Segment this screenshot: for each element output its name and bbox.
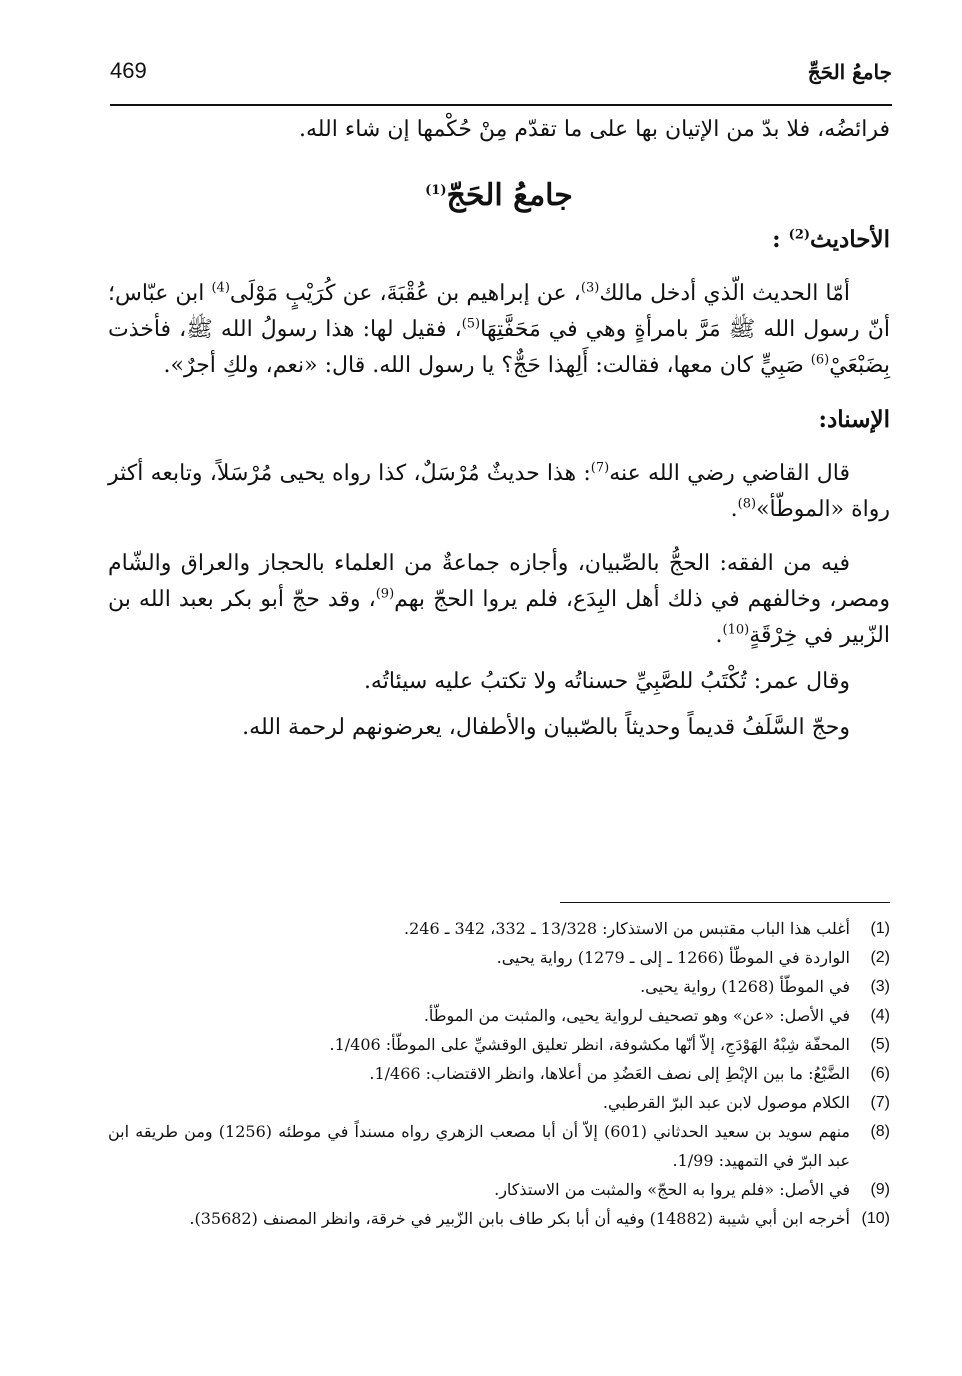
footnote-text: في الأصل: «عن» وهو تصحيف لرواية يحيى، والمثبت من الموطّأ. [423,1006,850,1025]
isnad-heading: الإسناد: [818,406,890,433]
isnad-paragraph [108,456,890,528]
text-run: ، وقد حجّ أبو بكر بعبد الله بن الزّبير في خِرْقَةٍ [108,587,890,648]
footnote-number: (4) [870,1007,890,1024]
footnote-item [108,1175,890,1204]
footnote-number: (3) [870,978,890,995]
footnote-ref: (8) [737,496,757,512]
main-text [108,112,890,746]
footnote-item [108,914,890,943]
chapter-title [108,178,890,214]
text-run: . [730,497,738,522]
footnote-number: (6) [870,1065,890,1082]
running-title: جامعُ الحَجِّ [807,60,892,84]
footnote-ref: (7) [590,460,610,476]
footnote-text: الواردة في الموطّأ (1266 ـ إلى ـ 1279) رواية يحيى. [496,948,850,967]
footnote-number: (5) [870,1036,890,1053]
text-run: ، عن إبراهيم بن عُقْبَةَ، عن كُرَيْبٍ مَوْلَى [229,281,581,306]
footnote-ref: (4) [211,280,230,296]
footnote-ref: (5) [461,316,481,332]
footnote-ref: (3) [580,280,600,296]
footnote-text: الضَّبْعُ: ما بين الإبْطِ إلى نصف العَضُدِ من أعلاها، وانظر الاقتضاب: 1/466. [369,1064,850,1083]
text-run: أمّا الحديث الّذي أدخل مالك [599,281,851,306]
text-run: ابن عبّاس؛ أنّ رسول الله ﷺ مَرَّ بامرأةٍ وهي في مَحَفَّتِهَا [108,281,890,342]
footnote-text: في الأصل: «فلم يروا به الحجّ» والمثبت من الاستذكار. [494,1180,850,1199]
footnote-ref: (2) [788,227,811,243]
footnote-text: في الموطّأ (1268) رواية يحيى. [640,977,850,996]
text-run: . [715,623,723,648]
footnote-item [108,972,890,1001]
footnote-ref: (10) [722,622,750,638]
fiqh-paragraph [108,546,890,654]
footnote-number: (10) [861,1210,890,1227]
footnote-ref: (9) [375,586,395,602]
text-run: قال القاضي رضي الله عنه [609,461,851,486]
text-run: ، فقيل لها: هذا رسولُ الله ﷺ، فأخذت بِضَبْعَيْ [108,317,890,378]
footnote-ref: (1) [425,183,447,198]
hadith-heading-text: الأحاديث [810,226,890,253]
hadith-heading [108,222,890,258]
footnote-text: الكلام موصول لابن عبد البرّ القرطبي. [602,1093,850,1112]
footnote-item [108,1059,890,1088]
page-header [110,58,892,98]
chapter-title-text: جامعُ الحَجّ [446,178,573,213]
footnote-separator [560,902,890,903]
umar-paragraph: وقال عمر: تُكْتَبُ للصَّبِيِّ حسناتُه ولا تكتبُ عليه سيئاتُه. [363,669,850,694]
footnote-item [108,1204,890,1233]
footnote-text: المحفّة شِبْهُ الهَوْدَجِ، إلاّ أنّها مكشوفة، انظر تعليق الوقشيِّ على الموطّأ: 1/406. [329,1035,850,1054]
text-run: فيه من الفقه: الحجُّ بالصِّبيان، وأجازه جماعةٌ من العلماء بالحجاز والعراق والشّام ومصر، وخالفهم في ذلك أهل البِدَع، فلم يروا الحجّ بهم [108,551,890,612]
footnotes [108,914,890,1233]
hadith-paragraph [108,276,890,384]
text-run: صَبِيٍّ كان معها، فقالت: أَلِهذا حَجٌّ؟ يا رسول الله. قال: «نعم، ولكِ أجرٌ». [163,353,811,378]
text-run: : هذا حديثٌ مُرْسَلٌ، كذا رواه يحيى مُرْسَلاً، وتابعه أكثر رواة «الموطّأ» [108,461,890,522]
continuation-paragraph: فرائضُه، فلا بدّ من الإتيان بها على ما تقدّم مِنْ حُكْمها إن شاء الله. [298,117,890,142]
footnote-item [108,943,890,972]
footnote-number: (1) [870,920,890,937]
footnote-text: أغلب هذا الباب مقتبس من الاستذكار: 13/328 ـ 332، 342 ـ 246. [404,919,850,938]
footnote-number: (9) [870,1181,890,1198]
footnote-text: منهم سويد بن سعيد الحدثاني (601) إلاّ أن أبا مصعب الزهري رواه مسنداً في موطئه (1256) ومن طريقه ابن عبد البرّ في التمهيد: 1/99. [108,1122,851,1170]
footnote-item [108,1001,890,1030]
footnote-ref: (6) [810,352,830,368]
header-rule [110,104,892,106]
footnote-text: أخرجه ابن أبي شيبة (14882) وفيه أن أبا بكر طاف بابن الزّبير في خرقة، وانظر المصنف (35682). [189,1209,850,1228]
heading-colon: : [772,226,781,253]
salaf-paragraph: وحجّ السَّلَفُ قديماً وحديثاً بالصّبيان والأطفال، يعرضونهم لرحمة الله. [242,715,850,740]
footnote-number: (2) [870,949,890,966]
footnote-item [108,1030,890,1059]
footnote-item [108,1088,890,1117]
page-number: 469 [110,58,147,83]
footnote-number: (7) [870,1094,890,1111]
footnote-item [108,1117,890,1175]
footnote-number: (8) [870,1123,890,1140]
